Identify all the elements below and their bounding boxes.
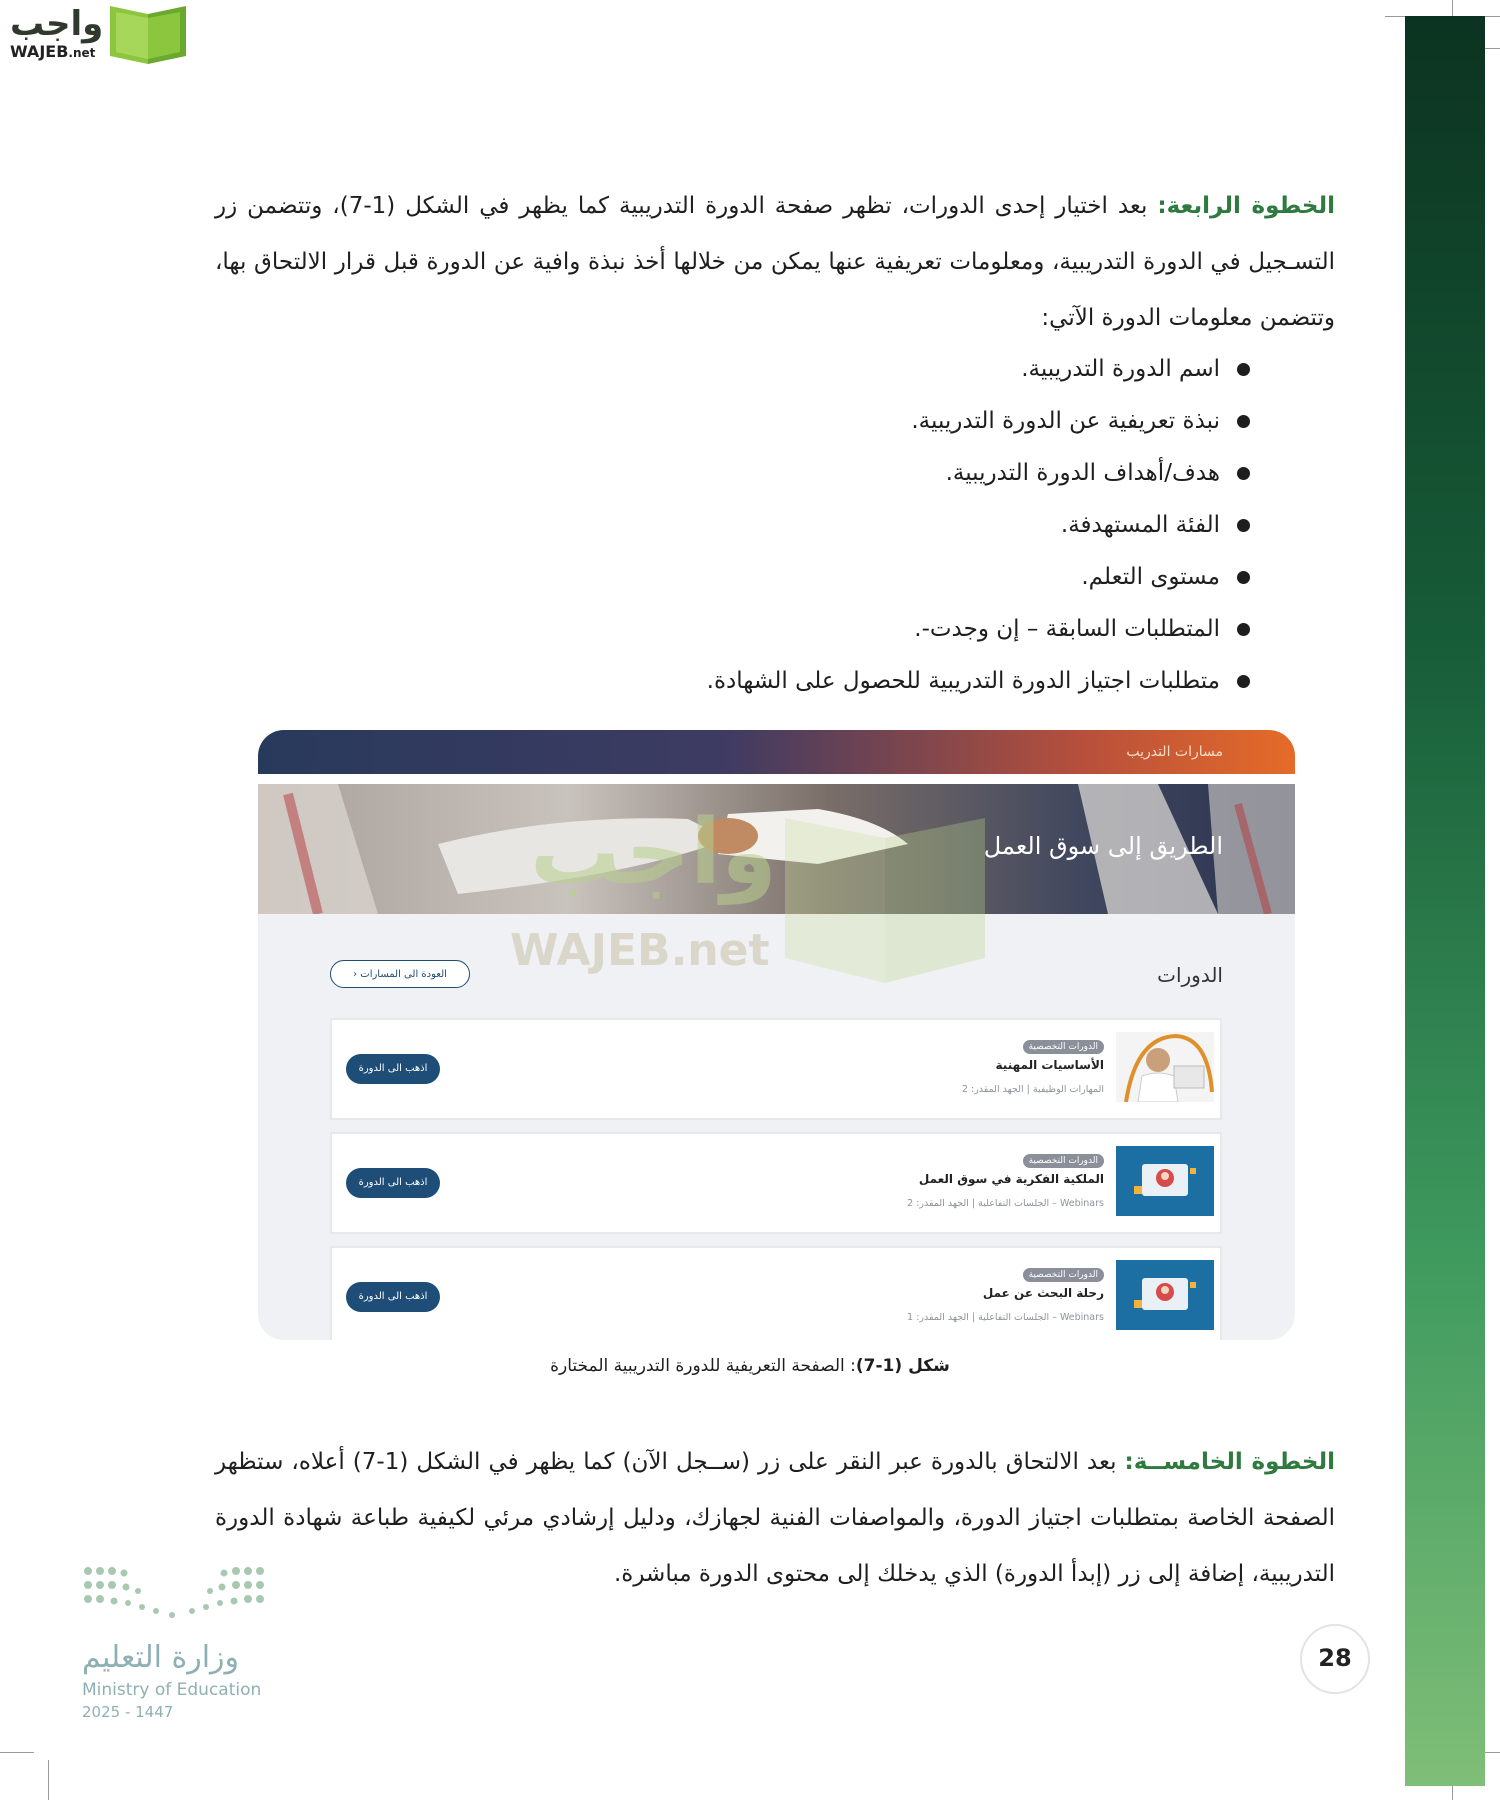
webinar-thumbnail-image <box>1116 1146 1214 1216</box>
list-item: متطلبات اجتياز الدورة التدريبية للحصول على الشهادة. <box>350 655 1250 707</box>
course-thumbnail-image <box>1116 1032 1214 1102</box>
figure-label: شكل (1-7) <box>855 1356 950 1376</box>
go-to-course-button[interactable]: اذهب الى الدورة <box>346 1054 440 1084</box>
figure-caption <box>0 1356 1500 1376</box>
category-badge: الدورات التخصصية <box>1023 1040 1104 1054</box>
list-item: نبذة تعريفية عن الدورة التدريبية. <box>350 395 1250 447</box>
watermark <box>510 800 1000 990</box>
step5-paragraph <box>215 1434 1335 1602</box>
screenshot-top-bar <box>258 730 1295 774</box>
page-number: 28 <box>1318 1644 1352 1672</box>
webinar-thumbnail-image <box>1116 1260 1214 1330</box>
list-item: هدف/أهداف الدورة التدريبية. <box>350 447 1250 499</box>
course-meta: Webinars – الجلسات التفاعلية | الجهد المقدر: 1 <box>907 1312 1104 1323</box>
logo-latin: WAJEB.net <box>10 42 96 61</box>
course-meta: المهارات الوظيفية | الجهد المقدر: 2 <box>961 1084 1104 1095</box>
list-item: الفئة المستهدفة. <box>350 499 1250 551</box>
step4-text: بعد اختيار إحدى الدورات، تظهر صفحة الدورة التدريبية كما يظهر في الشكل (1-7)، وتتضمن زر التسـجيل في الدورة التدريبية، ومعلومات تعريفية عنها يمكن من خلالها أخذ نبذة وافية عن الدورة قبل قرار الالتحاق بها، وتتضمن معلومات الدورة الآتي: <box>215 193 1335 331</box>
course-card <box>330 1246 1222 1340</box>
back-to-paths-button[interactable]: العودة الى المسارات ‹ <box>330 960 470 988</box>
watermark-latin: WAJEB.net <box>510 925 770 976</box>
watermark-arabic: واجب <box>530 800 777 905</box>
hero-title: الطريق إلى سوق العمل <box>983 832 1223 860</box>
list-item: المتطلبات السابقة – إن وجدت-. <box>350 603 1250 655</box>
book-logo-icon <box>106 4 190 66</box>
go-to-course-button[interactable]: اذهب الى الدورة <box>346 1282 440 1312</box>
step4-paragraph <box>215 178 1335 346</box>
course-card <box>330 1132 1222 1234</box>
watermark-book-icon <box>775 808 995 988</box>
ministry-year: 2025 - 1447 <box>82 1703 174 1721</box>
course-title[interactable]: رحلة البحث عن عمل <box>982 1286 1104 1300</box>
logo-arabic: واجب <box>10 4 104 44</box>
course-meta: Webinars – الجلسات التفاعلية | الجهد المقدر: 2 <box>907 1198 1104 1209</box>
training-paths-label: مسارات التدريب <box>1126 744 1223 760</box>
step4-label: الخطوة الرابعة: <box>1157 193 1335 219</box>
step5-label: الخطوة الخامســة: <box>1124 1449 1335 1475</box>
ministry-logo-icon <box>82 1563 267 1623</box>
category-badge: الدورات التخصصية <box>1023 1268 1104 1282</box>
crop-mark <box>0 1752 34 1753</box>
go-to-course-button[interactable]: اذهب الى الدورة <box>346 1168 440 1198</box>
step5-text: بعد الالتحاق بالدورة عبر النقر على زر (ســجل الآن) كما يظهر في الشكل (1-7) أعلاه، ستظهر الصفحة الخاصة بمتطلبات اجتياز الدورة، والمواصفات الفنية لجهازك، ودليل إرشادي مرئي لكيفية طباعة شهادة الدورة التدريبية، إضافة إلى زر (إبدأ الدورة) الذي يدخلك إلى محتوى الدورة مباشرة. <box>215 1449 1335 1587</box>
figure-caption-text: : الصفحة التعريفية للدورة التدريبية المختارة <box>550 1356 856 1376</box>
course-info-list <box>350 343 1250 707</box>
course-title[interactable]: الملكية الفكرية في سوق العمل <box>918 1172 1104 1186</box>
courses-heading: الدورات <box>1157 963 1223 987</box>
ministry-name-arabic: وزارة التعليم <box>82 1640 240 1675</box>
side-color-band <box>1405 16 1485 1786</box>
list-item: مستوى التعلم. <box>350 551 1250 603</box>
ministry-name-english: Ministry of Education <box>82 1680 262 1700</box>
crop-mark <box>48 1760 49 1800</box>
category-badge: الدورات التخصصية <box>1023 1154 1104 1168</box>
course-title[interactable]: الأساسيات المهنية <box>995 1058 1104 1072</box>
course-card <box>330 1018 1222 1120</box>
list-item: اسم الدورة التدريبية. <box>350 343 1250 395</box>
